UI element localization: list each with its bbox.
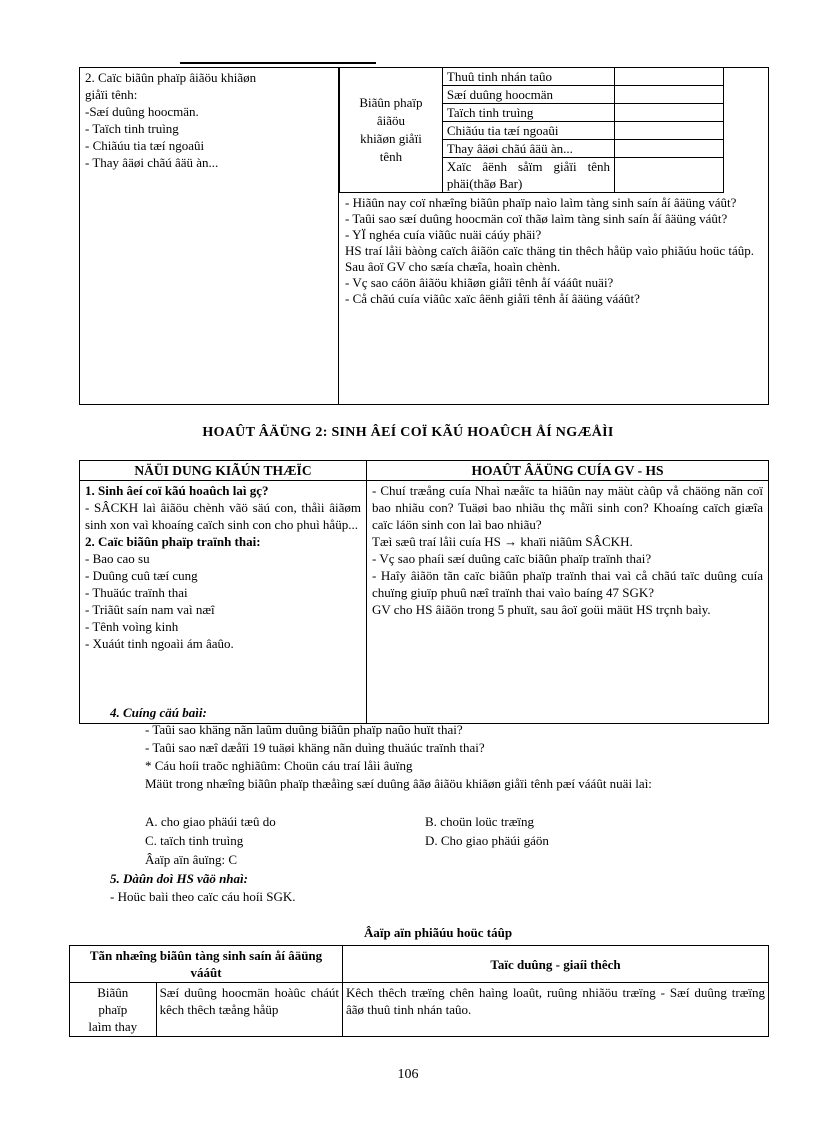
quiz-option: C. taïch tinh truìng (145, 833, 244, 848)
question-line: HS traí låìi bàòng caïch âiãön caïc thäng tin thêch håüp vaìo phiãúu hoüc táûp. (345, 243, 755, 258)
family-planning-table (79, 460, 769, 724)
content-line: 2. Caïc biãûn phaïp âiãöu khiãøn (85, 70, 257, 85)
answer-table (69, 945, 769, 1037)
review-line: - Taûi sao khäng nãn laûm duûng biãûn phaïp naûo huït thai? (145, 722, 463, 737)
question-line: Sau âoï GV cho sæía chæîa, hoaìn chènh. (345, 259, 561, 274)
content-line: - Taïch tinh truìng (85, 121, 179, 136)
question-line: - Hiãûn nay coï nhæîng biãûn phaïp naìo laìm tàng sinh saín åí âäüng váût? (345, 195, 737, 210)
method-cell: Chiãúu tia tæí ngoaûi (442, 122, 614, 140)
method-cell: Xaïc âënh såïm giåïi tênh phäi(thãø Bar) (442, 158, 614, 193)
blank-cell (615, 122, 724, 140)
method-cell: Thay âäøi chãú âäü àn... (442, 140, 614, 158)
content-line: giåïi tênh: (85, 87, 138, 102)
method-cell: Taïch tinh truìng (442, 104, 614, 122)
column-header: Tãn nhæîng biãûn tàng sinh saín åí âäüng vááût (70, 946, 343, 983)
content-line: - Thay âäøi chãú âäü àn... (85, 155, 219, 170)
control-methods-table (79, 67, 769, 405)
quiz-option: D. Cho giao phäúi gáön (425, 833, 549, 848)
activity-paragraph: - Vç sao phaíi sæí duûng caïc biãûn phaïp traïnh thai? (372, 551, 652, 566)
control-methods-content (80, 68, 339, 405)
blank-cell (615, 140, 724, 158)
method-cell: Thuû tinh nhán taûo (442, 68, 614, 86)
content-line: -Sæí duûng hoocmän. (85, 104, 199, 119)
quiz-answer: Âaïp aïn âuïng: C (145, 852, 238, 867)
method-cell: Sæí duûng hoocmän (442, 86, 614, 104)
method-item: - Duûng cuû tæí cung (85, 568, 198, 583)
method-item: - Bao cao su (85, 551, 150, 566)
activity-paragraph: GV cho HS âiãön trong 5 phuït, sau âoï goüi mäüt HS trçnh baìy. (372, 602, 711, 617)
row-item: Sæí duûng hoocmän hoàûc cháút kêch thêch tæång håüp (156, 983, 342, 1037)
activity-2-heading: HOAÛT ÂÄÜNG 2: SINH ÂEÍ COÏ KÃÚ HOAÛCH ÅÍ NGÆÅÌI (202, 425, 614, 440)
column-header: Taïc duûng - giaíi thêch (343, 946, 769, 983)
method-item: - Tênh voìng kinh (85, 619, 179, 634)
group-label: Biãûn phaïp âiãöu khiãøn giåïi tênh (340, 68, 443, 193)
method-item: - Triãût saín nam vaì næî (85, 602, 215, 617)
subsection-title: 2. Caïc biãûn phaïp traïnh thai: (85, 534, 261, 549)
subsection-title: 1. Sinh âeí coï kãú hoaûch laì gç? (85, 483, 269, 498)
activity-paragraph: - Haîy âiãön tãn caïc biãûn phaïp traïnh thai vaì cå chãú taïc duûng cuía chuïng giuïp phuû næî traïnh thai vaìo baíng 47 SGK? (372, 568, 763, 600)
question-line: - YÏ nghéa cuía viãûc nuäi cáúy phäi? (345, 227, 542, 242)
content-line: - Chiãúu tia tæí ngoaûi (85, 138, 205, 153)
question-line: - Cå chãú cuía viãûc xaïc âënh giåïi tênh åí âäüng vááût? (345, 291, 640, 306)
page-number: 106 (397, 1067, 419, 1082)
column-header: NÄÜI DUNG KIÃÚN THÆÏC (80, 461, 367, 481)
activities-cell (339, 68, 769, 405)
activity-paragraph: - Chuí træång cuía Nhaì næåïc ta hiãûn nay mäùt càûp vå chäöng nãn coï bao nhiãu con? Tuäøi bao nhiãu thç måïi sinh con? Khoaíng caïch giæîa caïc láön sinh con laì bao nhiãu? (372, 483, 763, 532)
homework-line: - Hoüc baìi theo caïc cáu hoíi SGK. (110, 889, 296, 904)
question-line: - Taûi sao sæí duûng hoocmän coï thãø laìm tàng sinh saín åí âäüng váût? (345, 211, 728, 226)
quiz-option: A. cho giao phäúi tæû do (145, 814, 276, 829)
column-header: HOAÛT ÂÄÜNG CUÍA GV - HS (367, 461, 769, 481)
quiz-question: Mäüt trong nhæîng biãûn phaïp thæåìng sæí duûng âãø âiãöu khiãøn giåïi tênh pæí vááût nuäi laì: (145, 776, 652, 791)
activity-cell (367, 481, 769, 724)
answer-table-caption: Âaïp aïn phiãúu hoüc táûp (363, 925, 513, 940)
question-line: - Vç sao cáön âiãöu khiãøn giåïi tênh åí vááût nuäi? (345, 275, 614, 290)
blank-cell (615, 86, 724, 104)
activity-paragraph: Tæì sæû traí låìi cuía HS → khaïi niãûm SÂCKH. (372, 534, 633, 549)
method-item: - Xuáút tinh ngoaìi ám âaûo. (85, 636, 234, 651)
quiz-option: B. choün loüc træïng (425, 814, 535, 829)
review-line: - Taûi sao næî dæåïi 19 tuäøi khäng nãn duìng thuäúc traïnh thai? (145, 740, 485, 755)
knowledge-cell (80, 481, 367, 724)
row-effect: Kêch thêch træïng chên haìng loaût, ruûng nhiãöu træïng - Sæí duûng træïng âãø thuû tinh nhán taûo. (343, 983, 769, 1037)
blank-cell (615, 104, 724, 122)
top-rule (180, 62, 376, 64)
methods-inner-table (339, 67, 724, 193)
row-group-label: Biãûn phaïp laìm thay (70, 983, 157, 1037)
method-item: - Thuäúc traïnh thai (85, 585, 188, 600)
definition-text: - SÂCKH laì âiãöu chènh vãö säú con, thåìi âiãøm sinh xon vaì khoaíng caïch sinh con cho phuì håüp... (85, 500, 361, 532)
section-4-title: 4. Cuíng cäú baìi: (110, 705, 207, 720)
section-5-title: 5. Dàûn doì HS vãö nhaì: (110, 871, 248, 886)
review-line: * Cáu hoíi traõc nghiãûm: Choün cáu traí låìi âuïng (145, 758, 413, 773)
blank-cell (615, 68, 724, 86)
blank-cell (615, 158, 724, 193)
